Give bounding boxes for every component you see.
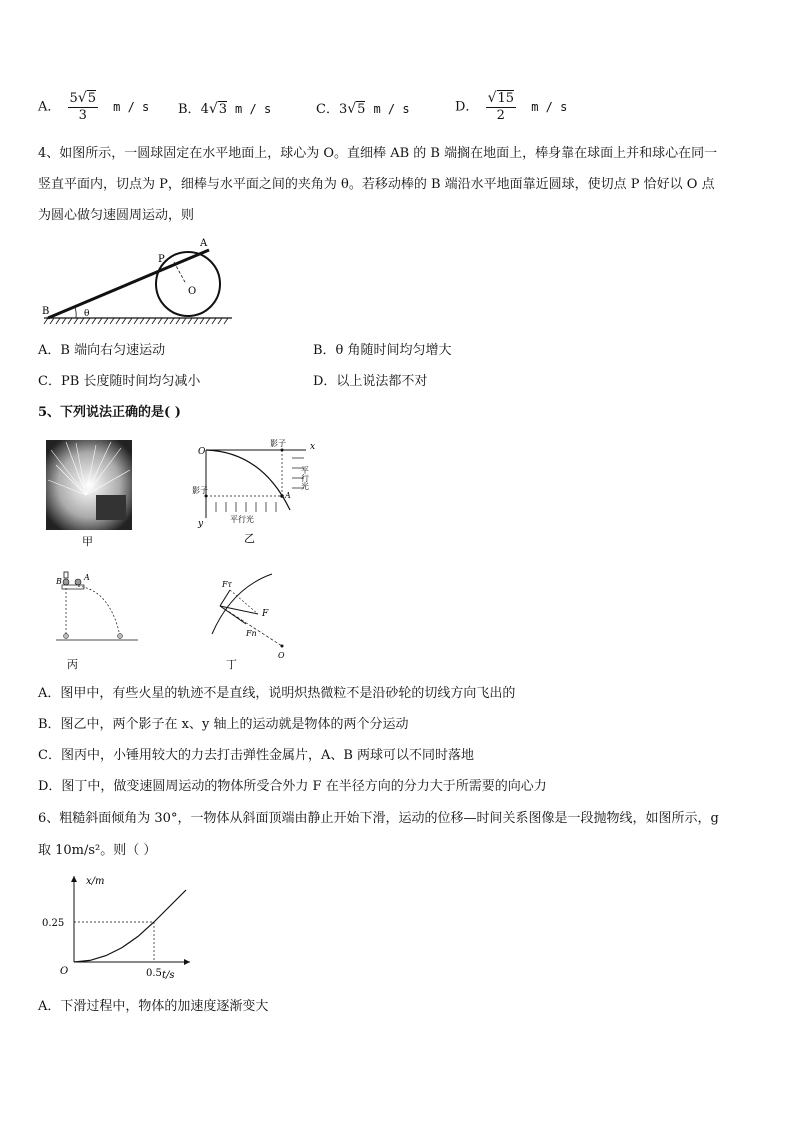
label-b: B <box>56 577 62 586</box>
caption-yi: 乙 <box>244 532 255 545</box>
grinder-shape <box>96 495 126 520</box>
ground-hatch <box>44 318 228 324</box>
q6-option-a: A．下滑过程中，物体的加速度逐渐变大 <box>38 999 269 1014</box>
q3-option-c: C．3√5 m / s <box>316 101 410 117</box>
fraction: $\frac{√15}{2}$ <box>487 90 515 123</box>
label-parallel-bottom: 平行光 <box>230 515 254 524</box>
q5-option-d: D．图丁中，做变速圆周运动的物体所受合外力 F 在半径方向的分力大于所需要的向心力 <box>38 779 547 794</box>
x-tick-label: 0.5 <box>146 968 162 979</box>
q4-option-b: B．θ 角随时间均匀增大 <box>313 343 452 358</box>
x-arrow-icon <box>184 959 190 965</box>
a-path <box>78 586 120 636</box>
q6-chart <box>40 870 200 985</box>
y-axis-label: x/m <box>86 876 105 887</box>
q3-option-d: D． $\frac{√15}{2}$ m / s <box>455 90 568 123</box>
parallelogram-edge <box>230 590 258 614</box>
origin-label: O <box>60 966 69 977</box>
q6-line2: 取 10m/s²。则（ ） <box>38 843 157 858</box>
hammer <box>64 572 68 578</box>
label-parallel-right: 平行光 <box>300 466 310 490</box>
q5-option-a: A．图甲中，有些火星的轨迹不是直线，说明炽热微粒不是沿砂轮的切线方向飞出的 <box>38 686 516 701</box>
label-a: A <box>285 491 291 500</box>
y-tick-label: 0.25 <box>42 918 65 929</box>
center-point <box>281 645 284 648</box>
caption-jia: 甲 <box>82 535 93 548</box>
fig-ding <box>200 570 300 670</box>
ball-a-landed <box>118 634 123 639</box>
trajectory-curve <box>206 450 290 510</box>
ball-circle <box>156 252 220 316</box>
label-b: B <box>42 306 50 317</box>
label-ft: Fτ <box>222 580 232 589</box>
x-axis-label: t/s <box>162 970 175 981</box>
shadow-x-point <box>281 449 284 452</box>
q6-line1: 6、粗糙斜面倾角为 30°，一物体从斜面顶端由静止开始下滑，运动的位移—时间关系图像是一段抛物线，如图所示，g <box>38 811 719 826</box>
label-o: O <box>278 651 285 660</box>
stand-block <box>62 585 84 589</box>
label-o: O <box>198 447 206 457</box>
label-o: O <box>188 286 197 297</box>
label-shadow-top: 影子 <box>270 439 286 448</box>
fig-yi <box>192 436 322 548</box>
parallel-light-bottom <box>216 502 276 512</box>
q5-option-c: C．图丙中，小锤用较大的力去打击弹性金属片，A、B 两球可以不同时落地 <box>38 748 475 763</box>
ball-b <box>63 579 69 585</box>
q3-option-b: B．4√3 m / s <box>178 101 272 117</box>
ball-b-landed <box>64 634 69 639</box>
ball-a <box>75 579 81 585</box>
q4-line2: 竖直平面内，切点为 P，细棒与水平面之间的夹角为 θ。若移动棒的 B 端沿水平地面靠近圆球，使切点 P 恰好以 O 点 <box>38 177 715 192</box>
series-line <box>74 890 186 962</box>
label-a: A <box>84 573 90 582</box>
label-a: A <box>200 238 208 249</box>
label-p: P <box>158 254 165 265</box>
q5-option-b: B．图乙中，两个影子在 x、y 轴上的运动就是物体的两个分运动 <box>38 717 409 732</box>
caption-bing: 丙 <box>67 658 78 671</box>
fig-jia <box>46 440 132 550</box>
label-f: F <box>262 609 269 619</box>
q4-option-a: A．B 端向右匀速运动 <box>38 343 166 358</box>
label-theta: θ <box>84 309 90 319</box>
q4-option-d: D．以上说法都不对 <box>313 374 428 389</box>
y-arrow-icon <box>71 876 77 882</box>
q4-figure <box>36 232 236 327</box>
label-y: y <box>198 519 204 529</box>
fraction: $\frac{5√5}{3}$ <box>69 90 97 123</box>
point-a <box>280 494 284 498</box>
q4-line3: 为圆心做匀速圆周运动，则 <box>38 208 195 223</box>
q4-line1: 4、如图所示，一圆球固定在水平地面上，球心为 O。直细棒 AB 的 B 端搁在地面上，棒身靠在球面上并和球心在同一 <box>38 146 718 161</box>
label-x: x <box>310 442 316 452</box>
q4-option-c: C．PB 长度随时间均匀减小 <box>38 374 201 389</box>
fig-bing <box>52 560 142 672</box>
ft-vector <box>220 590 230 606</box>
q5-stem: 5、下列说法正确的是( ) <box>38 405 181 420</box>
caption-ding: 丁 <box>226 658 237 670</box>
label-fn: Fn <box>246 629 257 638</box>
label-shadow-left: 影子 <box>192 486 208 495</box>
theta-arc <box>75 307 76 318</box>
rod-ab <box>48 250 209 318</box>
q3-option-a: A． $\frac{5√5}{3}$ m / s <box>38 90 150 123</box>
